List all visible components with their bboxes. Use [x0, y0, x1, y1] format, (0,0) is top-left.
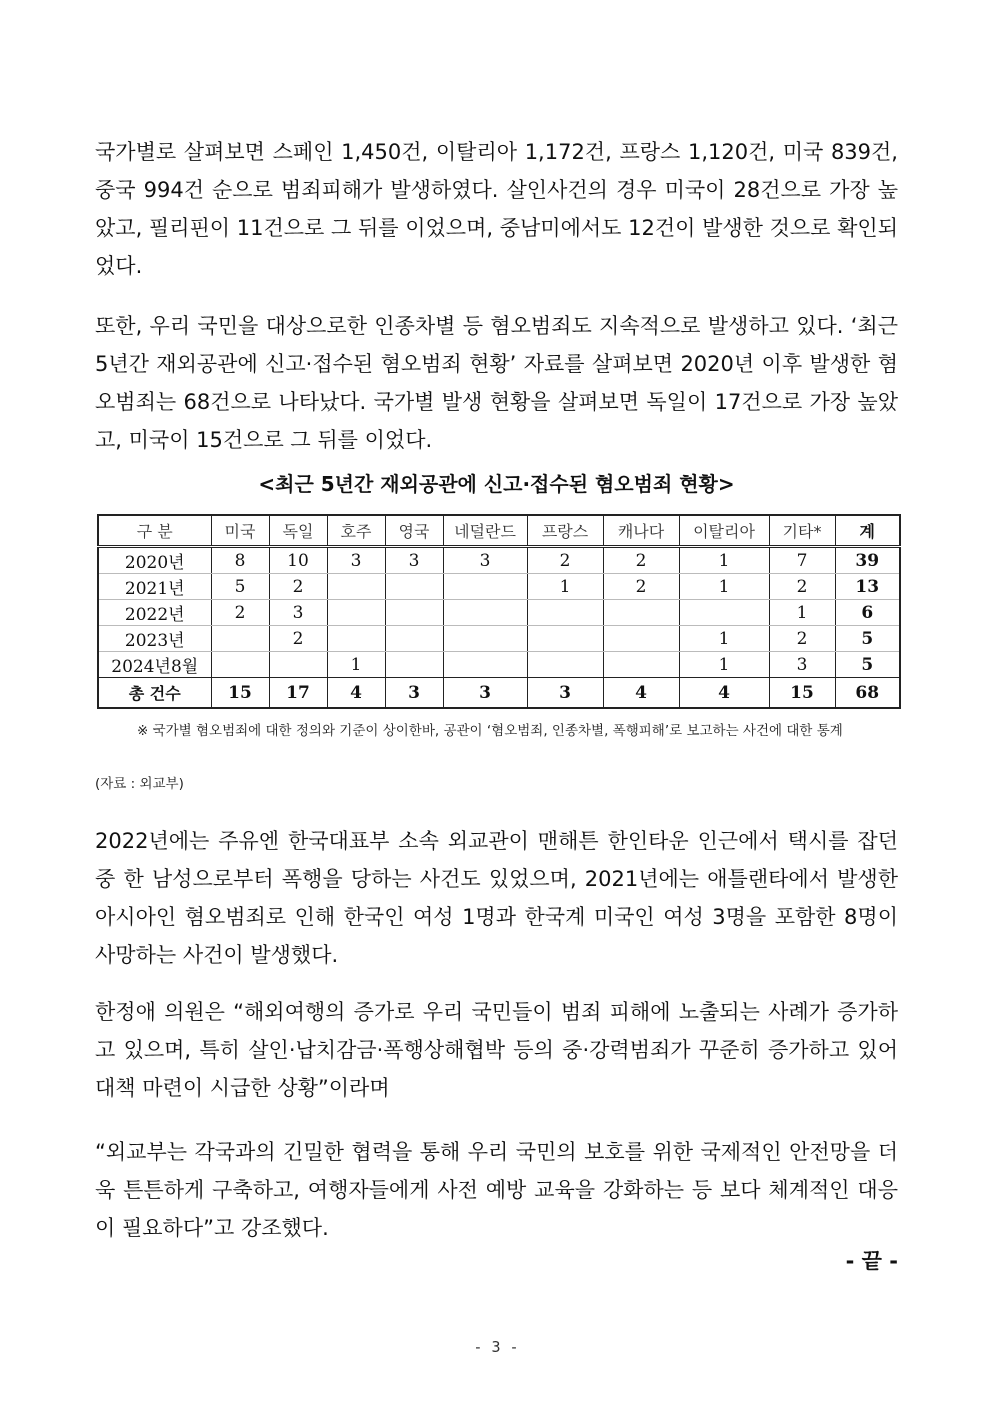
table-cell	[527, 600, 603, 626]
table-cell: 1	[679, 652, 769, 678]
table-cell	[603, 652, 679, 678]
row-total-cell: 6	[835, 600, 900, 626]
table-header-row	[98, 515, 900, 547]
header-other: 기타*	[769, 515, 835, 547]
table-cell	[443, 652, 527, 678]
header-australia: 호주	[327, 515, 385, 547]
table-cell	[527, 652, 603, 678]
header-total: 계	[835, 515, 900, 547]
row-label: 2021년	[98, 574, 211, 600]
table-cell: 8	[211, 547, 269, 574]
table-cell: 2	[211, 600, 269, 626]
header-canada: 캐나다	[603, 515, 679, 547]
table-row	[98, 547, 900, 574]
row-total-cell: 13	[835, 574, 900, 600]
table-row	[98, 600, 900, 626]
total-cell: 3	[527, 678, 603, 709]
table-cell: 3	[385, 547, 443, 574]
table-source: (자료 : 외교부)	[95, 776, 184, 792]
paragraph-country-stats: 국가별로 살펴보면 스페인 1,450건, 이탈리아 1,172건, 프랑스 1,120건, 미국 839건, 중국 994건 순으로 범죄피해가 발생하였다. 살인사건의 경우 미국이 28건으로 가장 높았고, 필리핀이 11건으로 그 뒤를 이었으며, 중남미에서도 12건이 발생한 것으로 확인되었다.	[95, 140, 898, 278]
table-cell	[327, 600, 385, 626]
table-cell	[211, 652, 269, 678]
paragraph-lawmaker-quote: 한정애 의원은 “해외여행의 증가로 우리 국민들이 범죄 피해에 노출되는 사례가 증가하고 있으며, 특히 살인·납치감금·폭행상해협박 등의 중·강력범죄가 꾸준히 증가하고 있어 대책 마련이 시급한 상황”이라며	[95, 1000, 898, 1100]
table-cell	[443, 574, 527, 600]
total-cell: 3	[385, 678, 443, 709]
total-cell: 3	[443, 678, 527, 709]
table-cell	[385, 626, 443, 652]
table-cell: 1	[769, 600, 835, 626]
header-germany: 독일	[269, 515, 327, 547]
table-cell: 2	[769, 626, 835, 652]
total-cell: 15	[769, 678, 835, 709]
table-row	[98, 652, 900, 678]
hate-crime-table	[97, 514, 901, 709]
row-label: 2020년	[98, 547, 211, 574]
total-cell: 15	[211, 678, 269, 709]
table-cell: 3	[769, 652, 835, 678]
table-cell	[679, 600, 769, 626]
table-cell: 1	[327, 652, 385, 678]
table-cell	[327, 574, 385, 600]
paragraph-hate-crime: 또한, 우리 국민을 대상으로한 인종차별 등 혐오범죄도 지속적으로 발생하고 있다. ‘최근 5년간 재외공관에 신고·접수된 혐오범죄 현황’ 자료를 살펴보면 2020년 이후 발생한 혐오범죄는 68건으로 나타났다. 국가별 발생 현황을 살펴보면 독일이 17건으로 가장 높았고, 미국이 15건으로 그 뒤를 이었다.	[95, 314, 898, 452]
header-france: 프랑스	[527, 515, 603, 547]
page-number: - 3 -	[473, 1338, 519, 1356]
row-label: 2024년8월	[98, 652, 211, 678]
table-cell: 3	[269, 600, 327, 626]
header-usa: 미국	[211, 515, 269, 547]
table-cell: 2	[269, 574, 327, 600]
grand-total-cell: 68	[835, 678, 900, 709]
table-cell	[603, 626, 679, 652]
total-cell: 4	[327, 678, 385, 709]
table-cell: 7	[769, 547, 835, 574]
table-cell: 1	[679, 626, 769, 652]
row-label: 2022년	[98, 600, 211, 626]
row-label: 2023년	[98, 626, 211, 652]
header-uk: 영국	[385, 515, 443, 547]
table-cell	[443, 600, 527, 626]
table-title: <최근 5년간 재외공관에 신고·접수된 혐오범죄 현황>	[258, 472, 735, 496]
table-row	[98, 574, 900, 600]
row-total-cell: 5	[835, 652, 900, 678]
table-cell: 2	[769, 574, 835, 600]
table-cell: 5	[211, 574, 269, 600]
table-row	[98, 626, 900, 652]
total-cell: 17	[269, 678, 327, 709]
end-mark: - 끝 -	[845, 1249, 898, 1273]
table-cell: 10	[269, 547, 327, 574]
header-category: 구 분	[98, 515, 211, 547]
total-cell: 4	[603, 678, 679, 709]
table-cell: 1	[679, 547, 769, 574]
table-cell	[385, 574, 443, 600]
table-cell: 2	[603, 547, 679, 574]
table-cell	[385, 652, 443, 678]
table-cell: 1	[679, 574, 769, 600]
table-total-row	[98, 678, 900, 709]
header-italy: 이탈리아	[679, 515, 769, 547]
total-label: 총 건수	[98, 678, 211, 709]
table-cell	[603, 600, 679, 626]
table-footnote: ※ 국가별 혐오범죄에 대한 정의와 기준이 상이한바, 공관이 ‘혐오범죄, 인종차별, 폭행피해’로 보고하는 사건에 대한 통계	[137, 723, 843, 739]
total-cell: 4	[679, 678, 769, 709]
table-cell	[443, 626, 527, 652]
table-cell: 3	[327, 547, 385, 574]
row-total-cell: 5	[835, 626, 900, 652]
table-cell: 2	[269, 626, 327, 652]
header-netherlands: 네덜란드	[443, 515, 527, 547]
table-cell	[385, 600, 443, 626]
row-total-cell: 39	[835, 547, 900, 574]
table-cell	[527, 626, 603, 652]
paragraph-ministry-quote: “외교부는 각국과의 긴밀한 협력을 통해 우리 국민의 보호를 위한 국제적인 안전망을 더욱 튼튼하게 구축하고, 여행자들에게 사전 예방 교육을 강화하는 등 보다 체계적인 대응이 필요하다”고 강조했다.	[95, 1140, 898, 1240]
paragraph-incidents: 2022년에는 주유엔 한국대표부 소속 외교관이 맨해튼 한인타운 인근에서 택시를 잡던 중 한 남성으로부터 폭행을 당하는 사건도 있었으며, 2021년에는 애틀랜타에서 발생한 아시아인 혐오범죄로 인해 한국인 여성 1명과 한국계 미국인 여성 3명을 포함한 8명이 사망하는 사건이 발생했다.	[95, 829, 898, 967]
table-cell	[269, 652, 327, 678]
table-cell: 2	[527, 547, 603, 574]
table-cell	[211, 626, 269, 652]
table-cell: 3	[443, 547, 527, 574]
table-cell: 1	[527, 574, 603, 600]
table-cell	[327, 626, 385, 652]
table-cell: 2	[603, 574, 679, 600]
